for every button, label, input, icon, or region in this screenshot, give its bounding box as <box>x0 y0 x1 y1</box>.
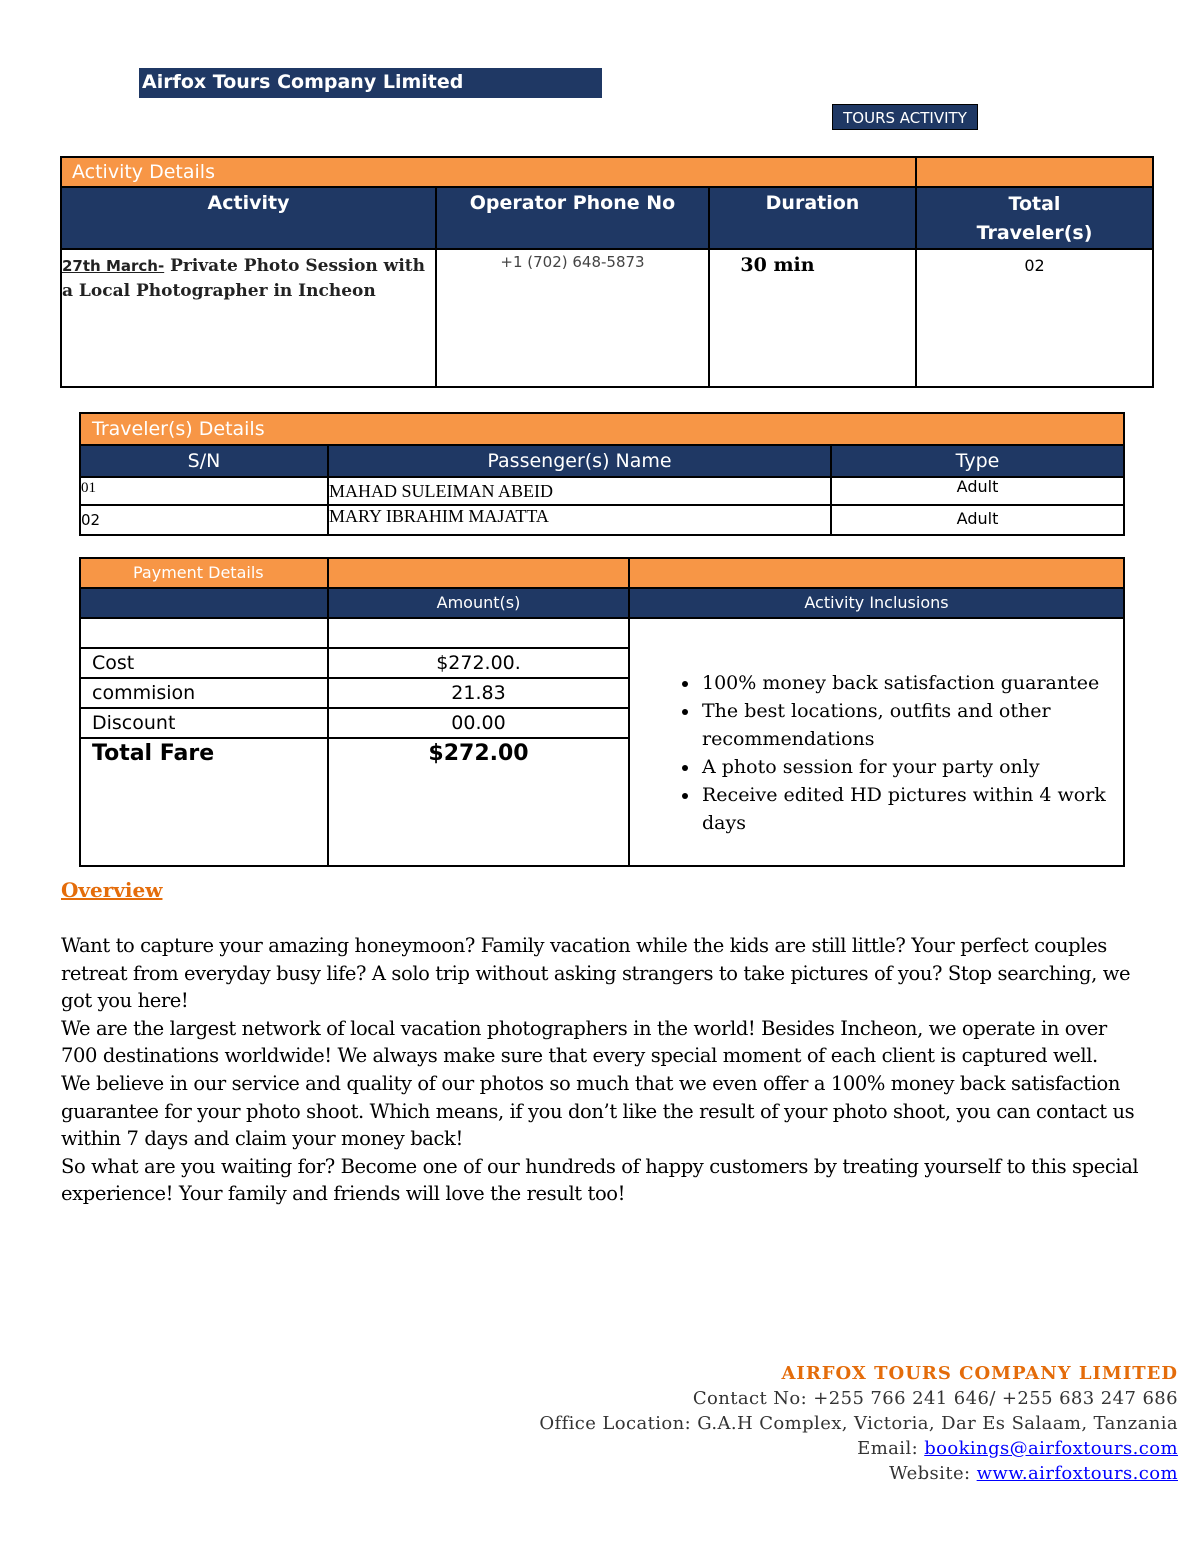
footer-office-location: G.A.H Complex, Victoria, Dar Es Salaam, Tanzania <box>697 1413 1178 1434</box>
footer-contact: Contact No: +255 766 241 646/ +255 683 247 686 <box>692 1388 1178 1409</box>
overview-paragraph: So what are you waiting for? Become one of our hundreds of happy customers by treating yourself to this special experience! Your family and friends will love the result too! <box>61 1154 1139 1206</box>
payment-value: $272.00. <box>328 648 629 678</box>
traveler-type: Adult <box>831 505 1124 535</box>
website-link[interactable]: www.airfoxtours.com <box>976 1463 1178 1484</box>
payment-label: commision <box>80 678 328 708</box>
operator-phone-value: +1 (702) 648-5873 <box>436 249 709 387</box>
payment-section-title: Payment Details <box>80 558 328 588</box>
overview-paragraph: We are the largest network of local vacation photographers in the world! Besides Incheon, we operate in over 700 destinations worldwide! We always make sure that every special moment of each client is captured well. <box>61 1016 1107 1068</box>
footer <box>539 1361 1178 1486</box>
col-operator-phone: Operator Phone No <box>436 187 709 249</box>
total-fare-label: Total Fare <box>80 738 328 866</box>
col-total-travelers: Total Traveler(s) <box>916 187 1153 249</box>
traveler-row <box>80 477 1124 505</box>
payment-value: 21.83 <box>328 678 629 708</box>
col-duration: Duration <box>709 187 916 249</box>
footer-contact-numbers: +255 766 241 646/ +255 683 247 686 <box>813 1388 1178 1409</box>
traveler-name: MARY IBRAHIM MAJATTA <box>328 505 831 535</box>
overview-paragraph: Want to capture your amazing honeymoon? Family vacation while the kids are still little? Your perfect couples retreat from everyday busy life? A solo trip without asking strangers to take pictures of you? Stop searching, we got you here! <box>61 934 1131 1013</box>
col-activity: Activity <box>61 187 436 249</box>
col-activity-inclusions: Activity Inclusions <box>629 588 1124 618</box>
col-amount: Amount(s) <box>328 588 629 618</box>
total-travelers-value: 02 <box>916 249 1153 387</box>
traveler-section-title: Traveler(s) Details <box>80 413 1124 445</box>
payment-value: 00.00 <box>328 708 629 738</box>
traveler-name: MAHAD SULEIMAN ABEID <box>328 477 831 505</box>
activity-details-table <box>60 156 1154 388</box>
email-link[interactable]: bookings@airfoxtours.com <box>924 1438 1178 1459</box>
traveler-sn: 02 <box>80 505 328 535</box>
inclusion-item: • 100% money back satisfaction guarantee <box>700 669 1123 697</box>
inclusion-item: • The best locations, outfits and other recommendations <box>700 697 1123 753</box>
traveler-details-table <box>79 412 1125 536</box>
inclusions-list <box>630 669 1123 837</box>
traveler-type: Adult <box>831 477 1124 505</box>
payment-label: Cost <box>80 648 328 678</box>
company-name-banner: Airfox Tours Company Limited <box>139 68 602 98</box>
overview-paragraph: We believe in our service and quality of our photos so much that we even offer a 100% money back satisfaction guarantee for your photo shoot. Which means, if you don’t like the result of your photo shoot, you can contact us within 7 days and claim your money back! <box>61 1071 1135 1151</box>
payment-details-table <box>79 557 1125 867</box>
inclusions-cell <box>629 618 1124 866</box>
overview-title: Overview <box>61 878 163 902</box>
traveler-row <box>80 505 1124 535</box>
total-fare-value: $272.00 <box>328 738 629 866</box>
overview-body <box>61 932 1141 1208</box>
document-type-tag: TOURS ACTIVITY <box>832 104 978 130</box>
col-sn: S/N <box>80 445 328 477</box>
activity-name: Private Photo Session with a Local Photographer in Incheon <box>62 256 425 301</box>
inclusion-item: • Receive edited HD pictures within 4 work days <box>700 781 1123 837</box>
col-type: Type <box>831 445 1124 477</box>
activity-section-title: Activity Details <box>61 157 916 187</box>
col-passenger-name: Passenger(s) Name <box>328 445 831 477</box>
footer-company-name: AIRFOX TOURS COMPANY LIMITED <box>781 1363 1178 1384</box>
footer-email: Email: bookings@airfoxtours.com <box>857 1438 1178 1459</box>
activity-date: 27th March- <box>62 257 165 275</box>
activity-cell <box>61 249 436 387</box>
traveler-sn: 01 <box>80 477 328 505</box>
payment-label: Discount <box>80 708 328 738</box>
footer-office: Office Location: G.A.H Complex, Victoria, Dar Es Salaam, Tanzania <box>539 1413 1178 1434</box>
duration-value: 30 min <box>709 249 916 387</box>
inclusion-item: • A photo session for your party only <box>700 753 1123 781</box>
footer-website: Website: www.airfoxtours.com <box>889 1463 1178 1484</box>
